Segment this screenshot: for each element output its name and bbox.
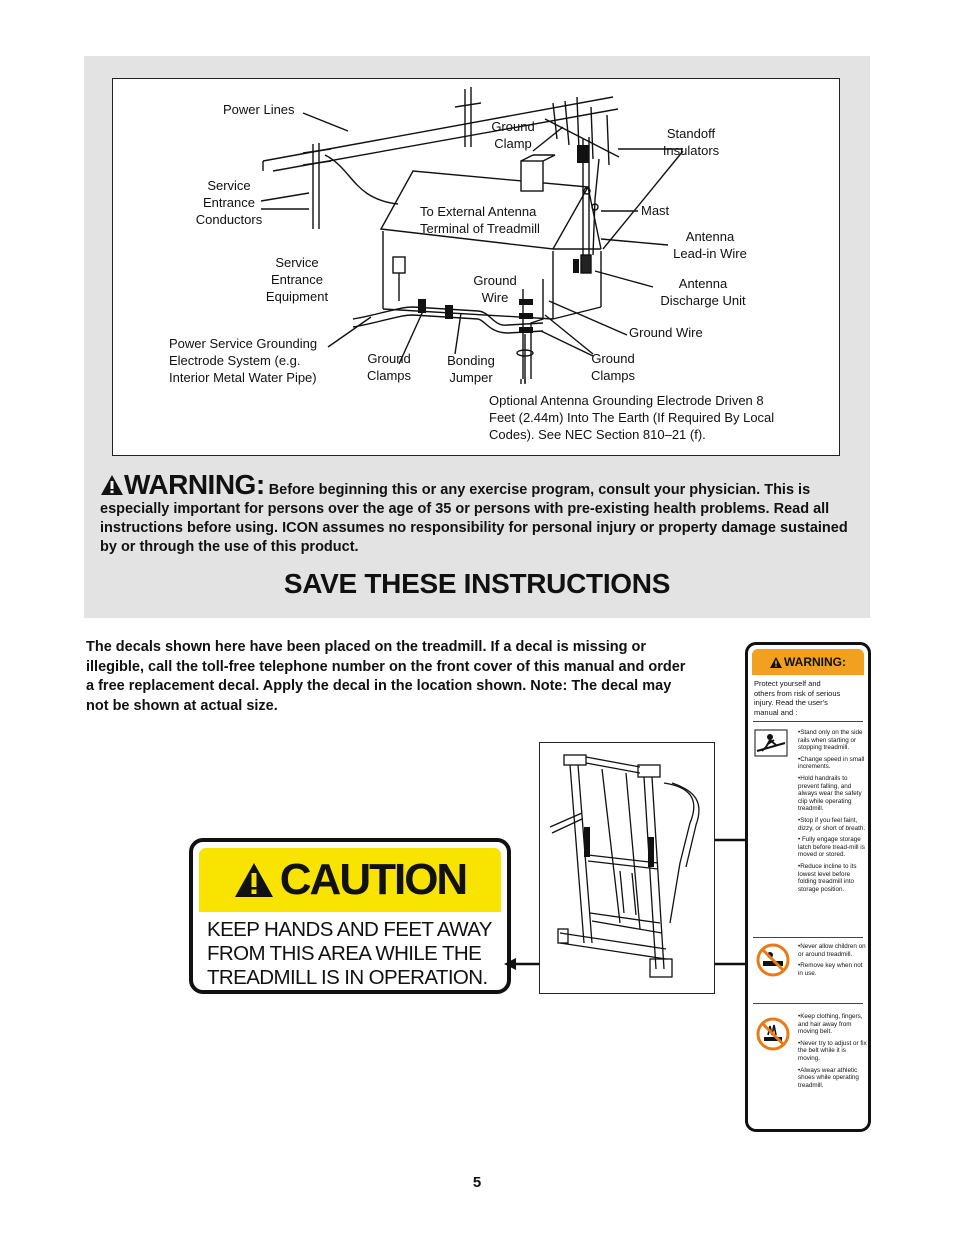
label-ground-wire-right: Ground Wire bbox=[629, 325, 703, 340]
warning-decal-section-3: •Keep clothing, fingers, and hair away from moving belt. •Never try to adjust or fix the belt while it is moving. •Always wear athletic shoes while operating treadmill. bbox=[798, 1013, 867, 1089]
warning-decal-divider bbox=[753, 937, 863, 938]
warning-decal-header bbox=[752, 649, 864, 675]
label-ground-clamps-left: Ground Clamps bbox=[366, 351, 412, 383]
warning-triangle-icon bbox=[100, 474, 124, 496]
caution-header bbox=[199, 848, 501, 912]
label-bonding-jumper: Bonding Jumper bbox=[447, 353, 495, 385]
warning-title: WARNING: bbox=[124, 469, 265, 500]
warning-decal-section-2: •Never allow children on or around treadmill. •Remove key when not in use. bbox=[798, 943, 866, 977]
caution-message: KEEP HANDS AND FEET AWAY FROM THIS AREA WHILE THE TREADMILL IS IN OPERATION. bbox=[207, 918, 492, 989]
warning-text: Before beginning this or any exercise program, consult your physician. This is especially important for persons over the age of 35 or persons with pre-existing health problems. Read all instructions before using. ICON assumes no responsibility for personal injury or property damage sustained by or through the use of this product. bbox=[100, 482, 848, 555]
caution-title: CAUTION bbox=[279, 855, 467, 904]
warning-decal bbox=[745, 642, 871, 1132]
label-power-lines: Power Lines bbox=[223, 102, 295, 117]
caution-triangle-icon bbox=[234, 862, 274, 898]
label-ground-clamp-top: Ground Clamp bbox=[491, 119, 535, 151]
warning-decal-triangle-icon bbox=[770, 657, 782, 668]
label-ground-wire-inner: Ground Wire bbox=[473, 273, 517, 305]
label-ground-clamps-right: Ground Clamps bbox=[590, 351, 636, 383]
label-service-entrance-conductors: Service Entrance Conductors bbox=[195, 178, 263, 227]
decal-intro-text: The decals shown here have been placed on the treadmill. If a decal is missing or illegible, call the toll-free telephone number on the front cover of this manual and order a free replacement decal. Apply the decal in the location shown. Note: The decal may not be shown at actual size. bbox=[86, 639, 686, 714]
no-children-icon bbox=[756, 943, 790, 977]
save-instructions-title: SAVE THESE INSTRUCTIONS bbox=[283, 568, 671, 599]
fall-hazard-icon bbox=[754, 729, 788, 757]
warning-decal-title: WARNING: bbox=[784, 655, 846, 669]
warning-decal-divider bbox=[753, 1003, 863, 1004]
warning-decal-section-1: •Stand only on the side rails when starting or stopping treadmill. •Change speed in small increments. •Hold handrails to prevent falling, and always wear the safety clip while operating treadmill. •Stop if you feel faint, dizzy, or short of breath. • Fully engage storage latch before tread-mill is moved or stored. •Reduce incline to its lowest level before folding treadmill into storage position. bbox=[798, 729, 866, 893]
warning-decal-intro: Protect yourself and others from risk of serious injury. Read the user's manual and : bbox=[754, 679, 841, 717]
page-number: 5 bbox=[472, 1174, 482, 1191]
caution-decal bbox=[189, 838, 511, 994]
warning-decal-divider bbox=[753, 721, 863, 722]
label-service-entrance-equipment: Service Entrance Equipment bbox=[265, 255, 329, 304]
treadmill-icon bbox=[540, 743, 714, 993]
treadmill-illustration bbox=[539, 742, 715, 994]
label-power-service-grounding: Power Service Grounding Electrode System (e.g. Interior Metal Water Pipe) bbox=[169, 336, 318, 385]
label-optional-electrode: Optional Antenna Grounding Electrode Driven 8 Feet (2.44m) Into The Earth (If Required By Local Codes). See NEC Section 810–21 (f). bbox=[489, 393, 775, 442]
antenna-grounding-diagram bbox=[112, 78, 840, 456]
no-hands-belt-icon bbox=[756, 1017, 790, 1051]
label-antenna-lead-in-wire: Antenna Lead-in Wire bbox=[673, 229, 747, 261]
warning-paragraph bbox=[100, 469, 860, 557]
label-mast: Mast bbox=[641, 203, 670, 218]
label-to-external-antenna: To External Antenna Terminal of Treadmill bbox=[420, 204, 540, 236]
label-standoff-insulators: Standoff Insulators bbox=[662, 126, 720, 158]
label-antenna-discharge-unit: Antenna Discharge Unit bbox=[660, 276, 746, 308]
